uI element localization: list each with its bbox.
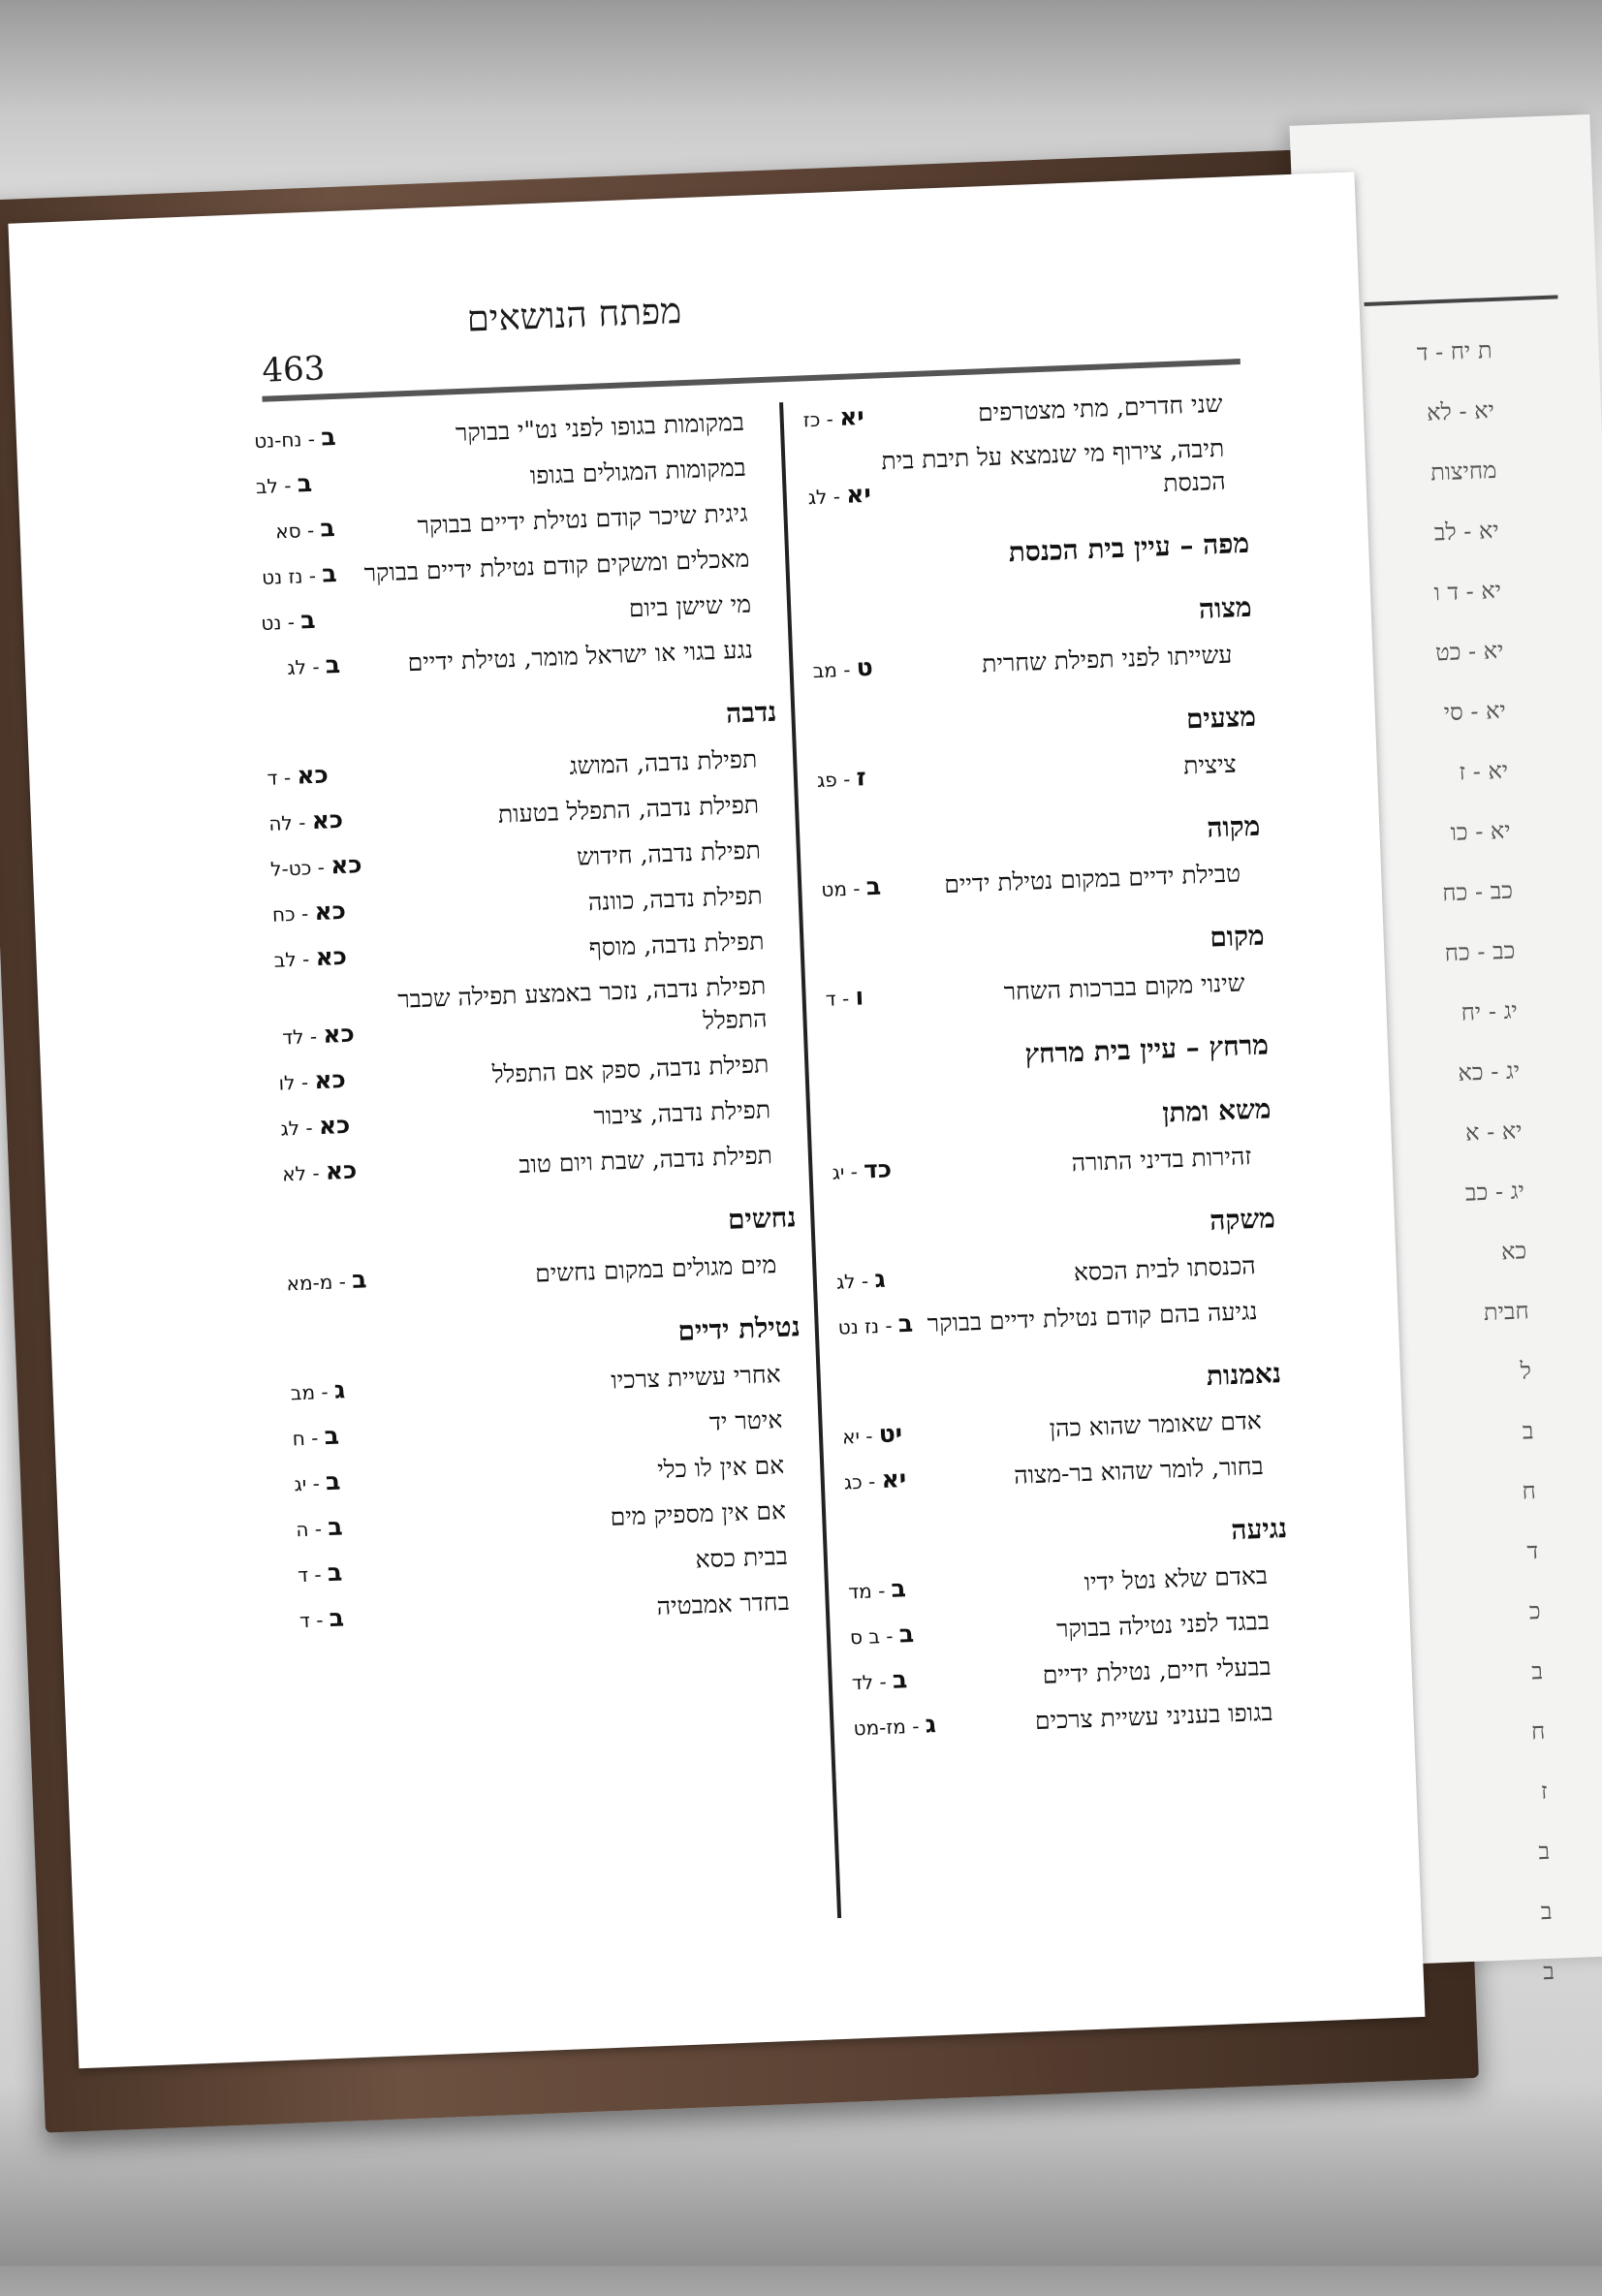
entry-section: פג [816,768,838,793]
entry-separator: - [862,1469,883,1494]
entry-text: תפילת נדבה, מוסף [588,927,765,962]
facing-page-fragment: ת יח - ד [1416,336,1493,366]
entry-volume: כא [330,850,363,880]
entry-volume: ב [329,1603,345,1633]
entry-section: לא [281,1161,307,1186]
entry-section: נט [260,611,282,635]
entry-reference [282,1154,358,1191]
index-entry [812,637,1254,687]
facing-page-fragment: יא - לב [1433,516,1500,547]
entry-volume: ג [873,1264,887,1294]
entry-volume: ב [327,1557,343,1588]
entry-text: ציצית [1182,749,1238,780]
entry-separator: - [314,1379,335,1404]
entry-separator: - [331,1269,353,1294]
entry-reference [269,848,362,886]
facing-page-fragment: יא - כו [1450,816,1512,847]
entry-text: מי שישן ביום [628,589,752,623]
index-entry [275,968,789,1054]
entry-separator: - [878,1313,899,1338]
entry-volume: יא [880,1464,907,1494]
index-heading: מרחץ – עיין בית מרחץ [1023,1028,1270,1071]
entry-text: תפילת נדבה, התפלל בטעות [497,790,760,829]
entry-reference [261,557,337,594]
entry-reference [261,604,316,640]
entry-separator: - [296,947,317,971]
index-entry [267,741,779,795]
entry-section: כז [802,407,821,432]
entry-text: אחרי עשיית צרכיו [610,1359,782,1395]
entry-section: מ-מא [286,1270,333,1296]
index-entry [286,1246,799,1300]
entry-volume: ז [856,763,867,792]
entry-separator: - [855,1269,875,1293]
entry-reference [286,1263,367,1300]
facing-page-fragment: ב [1540,1897,1553,1926]
entry-reference [835,1263,886,1299]
entry-text: איטר יד [708,1404,783,1436]
entry-volume: כד [863,1154,893,1184]
entry-separator: - [301,563,323,588]
entry-volume: ב [351,1265,367,1294]
facing-page-rule [1365,295,1558,306]
entry-reference [837,1307,914,1344]
entry-reference [282,1018,356,1054]
index-entry [253,404,766,457]
entry-reference [816,761,866,797]
entry-volume: ב [897,1308,914,1338]
entry-reference [268,803,344,840]
facing-page-fragment: ל [1520,1357,1532,1385]
entry-volume: כא [313,896,347,927]
entry-section: לג [279,1116,300,1141]
entry-separator: - [305,654,327,679]
entry-section: ה [295,1517,309,1542]
index-entry [825,964,1267,1015]
entry-reference [267,758,330,794]
entry-section: ד [297,1562,309,1588]
entry-volume: ב [898,1619,915,1649]
entry-text: בבגד לפני נטילה בבוקר [1055,1606,1271,1644]
entry-volume: כא [318,1110,351,1141]
index-column-right [802,386,1295,1756]
entry-volume: ו [854,982,864,1011]
entry-section: ד [267,766,278,790]
entry-reference [832,1152,893,1188]
entry-text: תפילת נדבה, ציבור [592,1095,771,1131]
entry-section: יג [832,1160,845,1184]
entry-separator: - [295,901,315,926]
entry-text: באדם שלא נטל ידיו [1084,1560,1269,1597]
index-entry [273,923,786,976]
entry-section: כג [843,1469,864,1494]
entry-text: במקומות בגופו לפני נט"י בבוקר [455,407,745,448]
entry-separator: - [277,473,298,498]
entry-text: בבעלי חיים, נטילת ידיים [1042,1651,1272,1689]
entry-text: שני חדרים, מתי מצטרפים [977,389,1223,427]
entry-section: נז נט [261,564,303,589]
entry-reference [807,478,871,514]
facing-page-fragment: יא - א [1464,1117,1523,1147]
entry-volume: ב [891,1574,907,1603]
entry-reference [290,1373,346,1409]
entry-text: שינוי מקום בברכות השחר [1003,968,1245,1006]
entry-section: ד [825,987,837,1011]
index-entry [280,1091,793,1145]
facing-page-fragment: יא - ד ו [1433,576,1502,607]
entry-reference [802,400,864,436]
entry-volume: ט [856,652,874,682]
entry-section: יג [294,1471,307,1496]
entry-reference [821,870,882,906]
entry-volume: כא [311,804,344,835]
entry-reference [841,1417,902,1453]
entry-text: תפילת נדבה, נזכר באמצע תפילה שכבר התפלל [396,971,768,1035]
index-entry [804,431,1247,514]
index-entry [848,1557,1290,1608]
entry-reference [296,1510,344,1546]
facing-page-fragment: כ [1528,1597,1542,1625]
index-entry [821,856,1263,906]
entry-separator: - [307,1517,329,1541]
index-entry [271,878,784,931]
index-heading: מצוה [1198,590,1253,625]
facing-page-fragment: ז [1540,1777,1549,1806]
index-column-left [253,404,811,1649]
entry-reference [848,1572,907,1608]
entry-text: במקומות המגולים בגופו [529,453,747,490]
index-entry [263,632,775,685]
entry-text: נגיעה בהם קודם נטילת ידיים בבוקר [927,1297,1258,1338]
entry-reference [253,421,336,457]
index-entry [296,1493,808,1546]
facing-page-fragment: ד [1526,1537,1539,1565]
entry-reference [298,1601,344,1637]
index-heading: מקוה [1206,809,1261,844]
facing-page-fragment: כא [1500,1237,1527,1266]
index-heading: מקום [1209,919,1266,954]
entry-section: לד [851,1670,874,1695]
index-entry [278,1046,791,1099]
entry-text: מאכלים ומשקים קודם נטילת ידיים בבוקר [363,544,750,587]
entry-reference [273,940,348,977]
entry-section: מט [820,876,848,901]
facing-page-fragment: ב [1530,1657,1544,1685]
facing-page-fragment: כב - כח [1441,876,1514,907]
entry-section: כט-ל [269,856,312,881]
facing-page-fragment: יג - כב [1464,1177,1525,1207]
entry-section: לג [807,485,828,510]
index-entry [294,1447,806,1500]
entry-reference [297,1556,342,1591]
facing-page-fragment: ב [1522,1417,1534,1445]
entry-section: מב [290,1380,316,1405]
index-heading: מצעים [1185,700,1257,736]
entry-text: אדם שאומר שהוא כהן [1049,1405,1263,1443]
entry-separator: - [300,426,322,452]
entry-section: לג [286,655,307,679]
entry-section: לה [267,810,294,835]
entry-reference [280,1109,351,1146]
entry-text: נגע בגוי או ישראל מומר, נטילת ידיים [407,635,754,677]
entry-separator: - [872,1669,894,1694]
index-entry [832,1138,1273,1188]
index-page [8,172,1425,2068]
entry-separator: - [871,1578,893,1603]
index-heading: משקה [1209,1202,1276,1237]
index-heading: מפה – עיין בית הכנסת [1008,526,1250,569]
entry-volume: יא [845,479,872,509]
entry-section: לו [278,1070,296,1095]
entry-text: תפילת נדבה, חידוש [576,835,762,871]
index-entry [261,586,773,640]
index-entry [853,1694,1295,1745]
entry-separator: - [305,1160,327,1185]
index-entry [816,746,1258,797]
entry-reference [278,1063,346,1100]
entry-separator: - [303,1023,324,1049]
facing-page-fragment: ח [1530,1716,1546,1746]
entry-separator: - [280,610,301,635]
facing-page-fragments [1289,114,1589,1986]
entry-volume: ב [324,1421,340,1451]
entry-volume: יא [838,401,865,431]
entry-separator: - [905,1714,927,1739]
facing-page-fragment: ב [1542,1957,1555,1986]
entry-section: לד [281,1024,304,1050]
entry-section: ח [292,1426,306,1451]
entry-text: זהירות בדיני התורה [1071,1142,1252,1178]
entry-section: לג [835,1269,856,1294]
index-entry [835,1247,1277,1298]
entry-separator: - [304,1426,326,1450]
index-entry [851,1649,1293,1699]
index-entry [802,386,1244,436]
entry-section: סא [274,519,302,544]
entry-text: עשייתו לפני תפילת שחרית [981,640,1233,678]
index-entry [849,1603,1291,1653]
entry-separator: - [294,1070,315,1094]
index-entry [269,833,782,886]
entry-text: מים מגולים במקום נחשים [534,1250,777,1288]
index-entry [837,1293,1279,1343]
entry-reference [853,1708,937,1745]
index-heading: נדבה [725,695,777,730]
entry-section: ב ס [849,1624,881,1650]
page-title: מפתח הנושאים [465,290,682,340]
entry-section: מד [847,1579,873,1604]
entry-text: בחור, לומר שהוא בר-מצוה [1013,1451,1265,1490]
entry-section: לב [255,474,279,499]
entry-volume: כא [325,1155,358,1185]
facing-page-fragment: יג - כא [1457,1056,1521,1086]
index-entry [292,1401,804,1455]
entry-text: תפילת נדבה, שבת ויום טוב [518,1141,773,1179]
entry-volume: ב [299,605,317,635]
entry-volume: ג [333,1375,346,1404]
entry-text: אם אין מספיק מים [610,1495,787,1531]
entry-separator: - [826,484,847,509]
index-heading: נטילת ידיים [676,1310,801,1347]
index-entry [290,1356,802,1409]
entry-section: מב [812,658,838,683]
index-entry [268,787,781,840]
facing-page-fragment: יג - יח [1461,996,1519,1026]
entry-separator: - [859,1424,880,1448]
entry-text: הכנסתו לבית הכסא [1073,1251,1257,1287]
entry-section: מז-מט [853,1714,907,1741]
entry-volume: ב [321,558,338,588]
entry-text: תפילת נדבה, ספק אם התפלל [491,1050,770,1089]
entry-volume: כא [314,941,348,972]
entry-reference [825,980,864,1015]
facing-page-fragment: ח [1521,1477,1537,1505]
entry-section: יא [841,1424,861,1449]
entry-volume: ג [925,1710,937,1739]
entry-text: תפילת נדבה, המושג [568,744,758,780]
entry-volume: ב [325,1466,341,1496]
entry-volume: כא [313,1064,347,1095]
entry-text: בגופו בעניני עשיית צרכים [1034,1697,1273,1736]
index-entry [298,1584,811,1637]
entry-separator: - [879,1623,900,1649]
entry-text: גיגית שיכר קודם נטילת ידיים בבוקר [417,498,748,540]
entry-section: נח-נט [253,427,302,454]
entry-reference [851,1663,908,1699]
index-heading: נאמנות [1206,1357,1282,1393]
index-heading: משא ומתן [1161,1092,1272,1129]
entry-separator: - [310,855,331,880]
index-heading: נגיעה [1230,1512,1288,1547]
index-entry [257,495,770,549]
entry-reference [812,651,873,687]
entry-section: נז נט [837,1314,880,1339]
index-entry [259,541,771,594]
facing-page-fragment: יא - סי [1443,696,1507,727]
facing-page-fragment: כב - כח [1444,936,1516,967]
index-entry [297,1538,809,1591]
entry-reference [271,895,346,931]
entry-reference [275,512,336,548]
entry-text: אם אין לו כלי [656,1450,785,1484]
entry-separator: - [309,1608,330,1632]
facing-page-fragment: יא - כט [1434,636,1504,667]
index-entry [255,450,768,503]
entry-volume: כא [322,1019,356,1049]
entry-separator: - [292,810,313,834]
entry-volume: ב [325,649,341,679]
entry-reference [255,467,312,503]
entry-text: תפילת נדבה, כוונה [587,881,764,917]
facing-page-fragment: חבית [1483,1297,1530,1327]
entry-section: לב [273,947,298,972]
entry-reference [294,1464,341,1500]
entry-volume: יט [878,1419,903,1449]
entry-separator: - [276,765,298,790]
entry-reference [292,1420,340,1456]
facing-page-fragment: מחיצות [1429,456,1497,487]
entry-section: כח [271,901,297,927]
entry-volume: ב [892,1665,908,1694]
entry-separator: - [836,657,858,682]
entry-volume: ב [327,1512,344,1542]
entry-separator: - [835,986,857,1011]
entry-volume: כא [296,760,330,790]
entry-separator: - [836,767,858,792]
entry-separator: - [843,1159,864,1184]
entry-reference [843,1463,907,1498]
entry-volume: ב [865,871,882,901]
index-entry [843,1448,1285,1498]
index-heading: נחשים [727,1201,797,1236]
entry-reference [287,648,341,684]
entry-separator: - [819,406,840,431]
entry-volume: ב [320,422,337,452]
facing-page-fragment: ב [1537,1837,1551,1866]
index-entry [282,1137,795,1190]
entry-text: טבילת ידיים במקום נטילת ידיים [943,859,1241,899]
entry-text: בבית כסא [694,1541,789,1574]
entry-reference [849,1618,914,1654]
entry-separator: - [846,876,867,900]
page-number: 463 [261,349,327,391]
entry-text: תיבה, צירוף מי שנמצא על תיבת בית הכנסת [880,433,1227,498]
entry-separator: - [298,1116,320,1140]
entry-separator: - [300,518,321,543]
entry-volume: ב [319,513,336,543]
index-entry [841,1402,1283,1453]
entry-separator: - [305,1471,327,1495]
entry-section: ד [298,1608,311,1633]
entry-separator: - [307,1562,329,1587]
facing-page-fragment: יא - לא [1426,395,1495,426]
entry-text: בחדר אמבטיה [656,1587,791,1621]
entry-volume: ב [297,468,313,498]
facing-page-fragment: יא - ז [1458,756,1509,786]
